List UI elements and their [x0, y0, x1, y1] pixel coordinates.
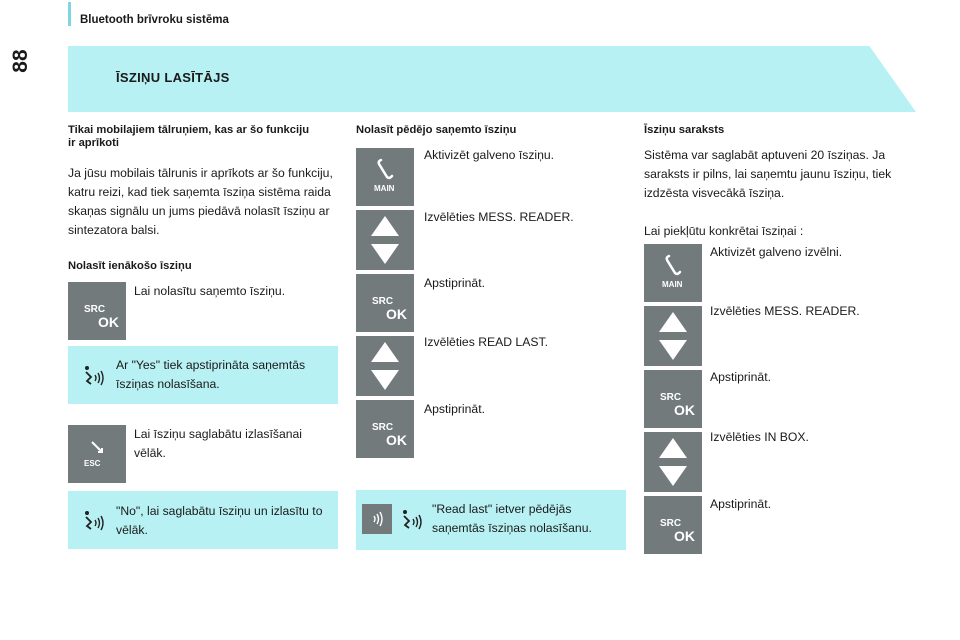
ok-label: OK	[386, 432, 407, 448]
up-down-arrows-button[interactable]	[356, 336, 414, 396]
voice-no-text: "No", lai saglabātu īsziņu un izlasītu to vēlāk.	[116, 504, 323, 537]
col3-para1: Sistēma var saglabāt aptuveni 20 īsziņas. Ja saraksts ir pilns, lai saņemtu jaunu īsziņu, tiek izdzēsta visvecākā īsziņa.	[644, 148, 892, 200]
voice-command-icon	[82, 364, 106, 388]
ok-label: OK	[386, 306, 407, 322]
col1-step1-text: Lai nolasītu saņemto īsziņu.	[134, 284, 286, 298]
return-icon	[88, 439, 106, 457]
header-title: Bluetooth brīvroku sistēma	[80, 14, 229, 26]
col1-heading: Tikai mobilajiem tālruņiem, kas ar šo funkciju ir aprīkoti	[68, 124, 310, 149]
arrow-up-icon	[371, 342, 399, 362]
esc-button[interactable]	[68, 425, 126, 483]
src-label: SRC	[660, 392, 682, 403]
header-accent-bar	[68, 2, 71, 26]
section-title: ĪSZIŅU LASĪTĀJS	[116, 70, 230, 85]
arrow-down-icon	[659, 340, 687, 360]
arrow-down-icon	[371, 370, 399, 390]
src-ok-button[interactable]	[68, 282, 126, 340]
main-button[interactable]	[644, 244, 702, 302]
col3-step5-text: Apstiprināt.	[710, 497, 771, 511]
arrow-down-icon	[371, 244, 399, 264]
col3-step3-text: Apstiprināt.	[710, 370, 771, 384]
main-button[interactable]	[356, 148, 414, 206]
src-ok-button[interactable]	[644, 370, 702, 428]
voice-command-icon	[82, 509, 106, 533]
arrow-up-icon	[659, 438, 687, 458]
arrow-up-icon	[659, 312, 687, 332]
col1-section-heading: Nolasīt ienākošo īsziņu	[68, 260, 192, 272]
voice-button[interactable]	[362, 504, 392, 534]
main-label: MAIN	[374, 184, 395, 193]
src-label: SRC	[372, 296, 394, 307]
col3-step2-text: Izvēlēties MESS. READER.	[710, 304, 860, 318]
sound-waves-icon	[367, 511, 387, 527]
src-label: SRC	[84, 304, 106, 315]
col2-step4-text: Izvēlēties READ LAST.	[424, 335, 548, 349]
page-number: 88	[9, 49, 32, 73]
up-down-arrows-button[interactable]	[644, 432, 702, 492]
ok-label: OK	[98, 314, 119, 330]
arrow-up-icon	[371, 216, 399, 236]
voice-note-text: "Read last" ietver pēdējās saņemtās īsziņas nolasīšanu.	[432, 502, 592, 535]
col2-step5-text: Apstiprināt.	[424, 402, 485, 416]
col3-heading: Īsziņu saraksts	[644, 124, 725, 136]
phone-icon	[664, 254, 682, 276]
col1-step2-text: Lai īsziņu saglabātu izlasīšanai vēlāk.	[134, 427, 303, 460]
src-ok-button[interactable]	[644, 496, 702, 554]
ok-label: OK	[674, 402, 695, 418]
esc-label: ESC	[84, 459, 101, 468]
col3-step1-text: Aktivizēt galveno izvēlni.	[710, 245, 843, 259]
col1-intro: Ja jūsu mobilais tālrunis ir aprīkots ar šo funkciju, katru reizi, kad tiek saņemta īsziņa sistēma raida skaņas signālu un jums piedāvā nolasīt īsziņu ar sintezatora balsi.	[68, 166, 333, 237]
voice-command-icon	[400, 508, 424, 532]
col2-heading: Nolasīt pēdējo saņemto īsziņu	[356, 124, 517, 136]
src-ok-button[interactable]	[356, 400, 414, 458]
arrow-down-icon	[659, 466, 687, 486]
col3-para2: Lai piekļūtu konkrētai īsziņai :	[644, 224, 804, 238]
col2-step3-text: Apstiprināt.	[424, 276, 485, 290]
col2-step1-text: Aktivizēt galveno īsziņu.	[424, 148, 555, 162]
voice-yes-text: Ar "Yes" tiek apstiprināta saņemtās īsziņas nolasīšana.	[116, 358, 306, 391]
src-label: SRC	[660, 518, 682, 529]
ok-label: OK	[674, 528, 695, 544]
col2-step2-text: Izvēlēties MESS. READER.	[424, 210, 574, 224]
col3-step4-text: Izvēlēties IN BOX.	[710, 430, 809, 444]
up-down-arrows-button[interactable]	[644, 306, 702, 366]
src-ok-button[interactable]	[356, 274, 414, 332]
up-down-arrows-button[interactable]	[356, 210, 414, 270]
phone-icon	[376, 158, 394, 180]
src-label: SRC	[372, 422, 394, 433]
main-label: MAIN	[662, 280, 683, 289]
